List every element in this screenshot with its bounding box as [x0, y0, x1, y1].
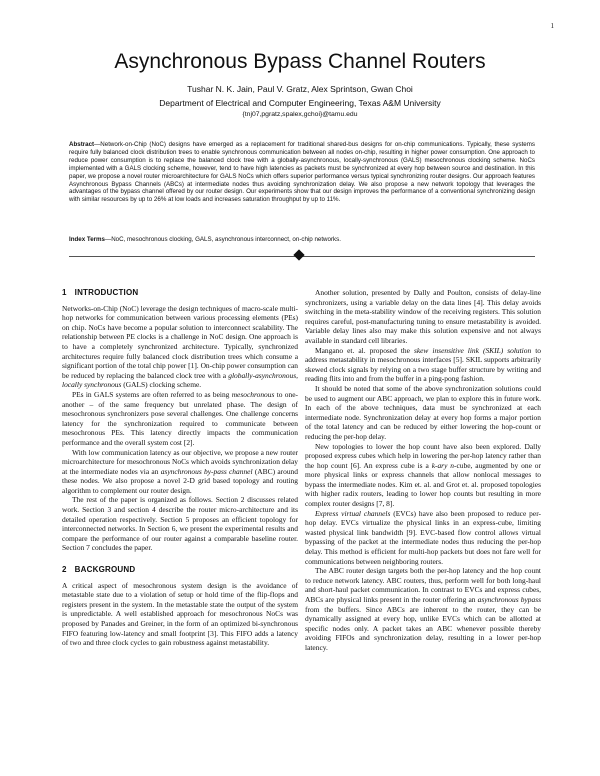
text-run: to address metastability in mesochronous interfaces [5]. SKIL supports arbitrarily skewed clock signals by relying on a two stage buffer structure by writing and reading flits into and from the buffer in a ping-pong fashion. — [305, 345, 541, 384]
emphasis: skew insensitive link (SKIL) solution — [413, 345, 532, 355]
divider-diamond-icon — [293, 249, 304, 260]
paragraph — [62, 390, 298, 448]
paragraph — [62, 448, 298, 496]
right-column — [305, 288, 541, 653]
paper-title: Asynchronous Bypass Channel Routers — [114, 50, 486, 73]
paragraph — [62, 304, 298, 390]
index-terms-label: Index Terms — [69, 236, 105, 243]
emphasis: Express virtual channels — [315, 508, 391, 518]
paragraph: The rest of the paper is organized as follows. Section 2 discusses related work. Section 3 and section 4 describe the router micro-architecture and its detailed operation respectively. Section 5 proposes an efficient topology for interconnected networks. In Section 6, we present the experimental results and compare the performance of our router against a comparable baseline router. Section 7 concludes the paper. — [62, 495, 298, 553]
author-emails: {tnj07,pgratz,spalex,gchoi}@tamu.edu — [242, 111, 358, 118]
section-heading-background — [62, 565, 298, 575]
text-run: Networks-on-Chip (NoC) leverage the design techniques of macro-scale multi-hop networks for communication between various processing elements (PEs) on chip. NoCs have become a popular solution to interconnect scalability. The relationship between PE clocks is a challenge in NoC design. One approach is to have a completely synchronized architecture. Typically, synchronized architectures require fully balanced clock distribution trees which consume a significant portion of the total chip power [1]. On-chip power consumption can be reduced by replacing the balanced clock tree with a — [62, 303, 298, 380]
emphasis: globally-asynchronous, locally synchronous — [62, 370, 298, 390]
emphasis: k-ary n — [431, 460, 454, 470]
paragraph — [305, 346, 541, 384]
text-run: from the buffers. Since ABCs are inherent to the router, they can be dynamically assigned at every hop, unlike EVCs which can be allotted at specific nodes only. A packet takes an ABC whenever possible thereby avoiding FIFOs and synchronization delay, resulting in a lower per-hop latency. — [305, 604, 541, 652]
emphasis: asynchronous bypass — [477, 595, 541, 604]
page-number: 1 — [550, 22, 554, 30]
section-number: 1 — [62, 288, 67, 297]
section-title: BACKGROUND — [74, 565, 136, 575]
affiliation: Department of Electrical and Computer Engineering, Texas A&M University — [159, 98, 441, 108]
section-heading-introduction — [62, 288, 298, 298]
text-run: -cube, augmented by one or more physical links or express channels that allow nonlocal messages to bypass the intermediate nodes. Kim et. al. and Grot et. al. proposed topologies with higher radix routers, leading to lower hop counts but resulting in more complex router designs [7, 8]. — [305, 460, 541, 509]
emphasis: mesochronous — [231, 389, 275, 399]
section-title: INTRODUCTION — [74, 288, 139, 297]
text-run: The ABC router design targets both the per-hop latency and the hop count to reduce network latency. ABC routers, thus, perform well for both long-haul and short-haul packet communication. In contrast to EVCs and express cubes, ABCs are physical links present in the router offering an — [305, 566, 541, 604]
left-column — [62, 288, 298, 648]
abstract-text: —Network-on-Chip (NoC) designs have emerged as a replacement for traditional shared-bus designs for on-chip communications. Typically, these systems require fully balanced clock distribution trees to enable synchronous communication between all nodes on-chip, resulting in higher power consumption. One approach to reduce power consumption is to replace the balanced clock tree with a globally-asynchronous, locally-synchronous (GALS) mesochronous clocking scheme. NoCs implemented with a GALS clocking scheme, however, tend to have high latencies as packets must be synchronized at every hop between source and destination. In this paper, we propose a novel router microarchitecture for GALS NoCs which offers superior performance versus typical synchronizing router designs. Our approach features Asynchronous Bypass Channels (ABCs) at intermediate nodes thus avoiding synchronization delay. We also propose a new network topology that leverages the advantages of the bypass channel offered by our router design. Our experiments show that our design improves the performance of a conventional synchronizing design with similar resources by up to 26% at low loads and increases saturation throughput by up to 11%. — [69, 141, 535, 204]
text-run: (ABC) around these nodes. We also propose a novel 2-D grid based topology and routing algorithm to complement our router design. — [62, 466, 298, 495]
index-terms — [69, 236, 535, 243]
paragraph: A critical aspect of mesochronous system design is the avoidance of metastable state due to a violation of setup or hold time of the flip-flops and registers present in the system. In the metastable state the output of the system is unpredictable. A well established approach for mesochronous NoCs was proposed by Panades and Greiner, in the form of an optimized bi-synchronous FIFO featuring low-latency and small footprint [3]. This FIFO adds a latency of two and three clock cycles to gain robustness against metastability. — [62, 580, 298, 648]
section-number: 2 — [62, 565, 67, 575]
text-run: to one-another – of the same frequency but unrelated phase. The design of mesochronous synchronizers pose several challenges. One challenge concerns latency for the synchronization required to communicate between mesochronous PEs. This latency directly impacts the communication performance and the overall system cost [2]. — [62, 389, 298, 447]
paragraph: It should be noted that some of the above synchronization solutions could be used to augment our ABC approach, we plan to explore this in future work. In each of the above techniques, data must be synchronized at each intermediate node. Synchronization delay at every hop forms a major portion of the total latency and can be reduced by either lowering the hop-count or reducing the per-hop delay. — [305, 383, 541, 441]
text-run: New topologies to lower the hop count have also been explored. Dally proposed express cubes which help in lowering the per-hop latency rather than the hop count [6]. An express cube is a — [305, 441, 541, 470]
paragraph — [305, 509, 541, 567]
paragraph — [305, 566, 541, 652]
paragraph: Another solution, presented by Dally and Poulton, consists of delay-line synchronizers, using a variable delay on the data lines [4]. This delay avoids switching in the meta-stability window of the receiving registers. This solution requires careful, post-manufacturing tuning to ensure metastability is avoided. Variable delay lines also may make this solution expensive and not always available in standard cell libraries. — [305, 288, 541, 345]
paragraph — [305, 442, 541, 509]
emphasis: asynchronous by-pass channel — [160, 466, 253, 476]
abstract-label: Abstract — [69, 141, 95, 148]
text-run: PEs in GALS systems are often referred to as being — [72, 389, 232, 399]
text-run: With low communication latency as our objective, we propose a new router microarchitecture for mesochronous NoCs which avoids synchronization delay at the intermediate nodes via an — [62, 447, 298, 476]
text-run: Mangano et. al. proposed the — [315, 345, 414, 355]
text-run: (GALS) clocking scheme. — [121, 380, 202, 390]
abstract — [69, 141, 535, 204]
text-run: (EVCs) have also been proposed to reduce per-hop delay. EVCs virtualize the physical links in an express-cube, limiting wasted physical link bandwidth [9]. EVC-based flow control allows virtual bypassing of the packet at the intermediate nodes thus reducing the per-hop delay. This method is efficient for multi-hop packets but does not fare well for communications between neighboring routers. — [305, 508, 541, 566]
index-terms-text: —NoC, mesochronous clocking, GALS, asynchronous interconnect, on-chip networks. — [105, 236, 341, 243]
author-list: Tushar N. K. Jain, Paul V. Gratz, Alex Sprintson, Gwan Choi — [187, 84, 413, 94]
